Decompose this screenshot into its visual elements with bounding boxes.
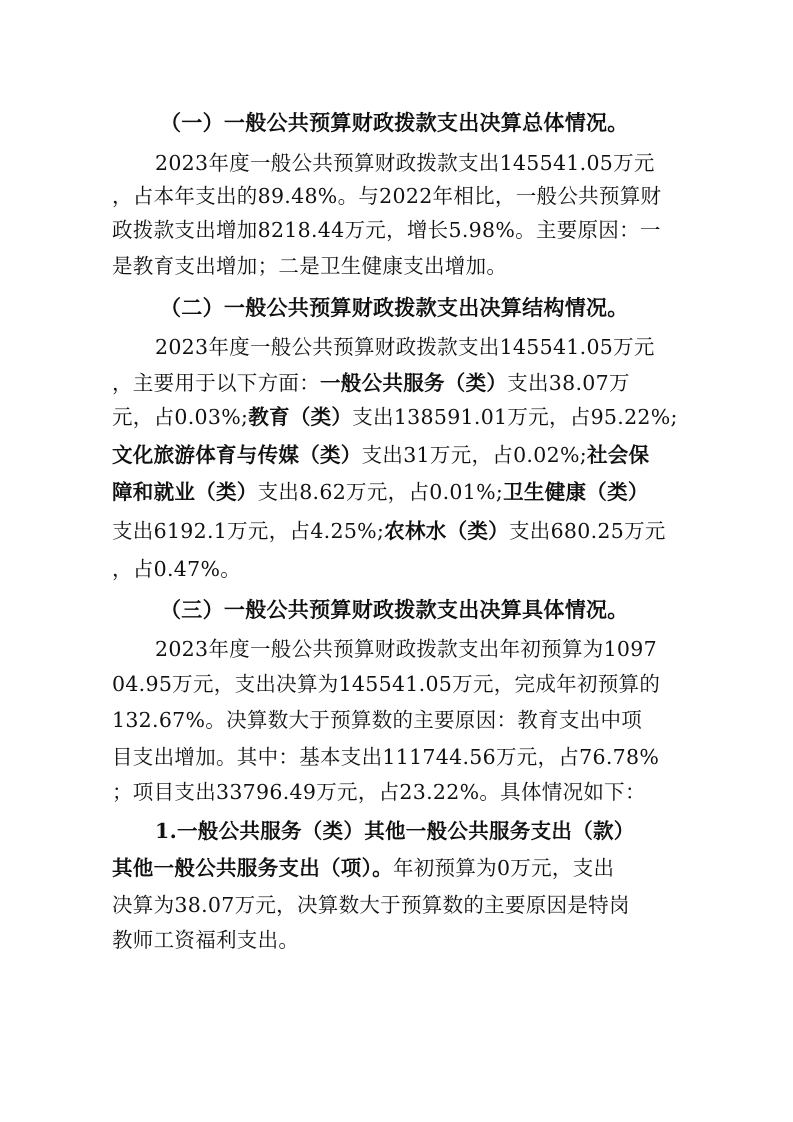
section2-heading: （二）一般公共预算财政拨款支出决算结构情况。 xyxy=(160,295,629,320)
section1-text-line: ，占本年支出的89.48%。与2022年相比，一般公共预算财 xyxy=(112,184,662,208)
section2-text-line: 2023年度一般公共预算财政拨款支出145541.05万元 xyxy=(155,335,655,359)
section3-text-line: 04.95万元，支出决算为145541.05万元，完成年初预算的 xyxy=(112,672,661,696)
text-span: ，主要用于以下方面： xyxy=(112,371,320,395)
section2-text-line xyxy=(112,438,772,472)
section2-text-line xyxy=(112,366,772,400)
section2-text-line xyxy=(112,400,772,434)
text-span: 年初预算为0万元，支出 xyxy=(392,856,615,880)
text-span: 支出6192.1万元，占4.25%; xyxy=(112,519,385,543)
section3-heading: （三）一般公共预算财政拨款支出决算具体情况。 xyxy=(160,597,629,622)
section1-text-line: 2023年度一般公共预算财政拨款支出145541.05万元 xyxy=(155,151,655,175)
item1-text-line: 决算为38.07万元，决算数大于预算数的主要原因是特岗 xyxy=(112,893,630,917)
section3-text-line: 132.67%。决算数大于预算数的主要原因：教育支出中项 xyxy=(112,708,643,732)
text-span: 支出680.25万元 xyxy=(508,519,666,543)
item1-title: 1.一般公共服务（类）其他一般公共服务支出（款） xyxy=(155,819,635,843)
item1-subtitle: 其他一般公共服务支出（项）。 xyxy=(112,856,393,880)
section2-text-line xyxy=(112,475,772,509)
text-span: 支出31万元，占0.02%; xyxy=(361,443,587,467)
section2-text-line xyxy=(112,514,772,548)
section1-text-line: 是教育支出增加；二是卫生健康支出增加。 xyxy=(112,254,508,278)
item1-text-line: 教师工资福利支出。 xyxy=(112,928,300,952)
text-span: 支出8.62万元，占0.01%; xyxy=(257,480,504,504)
category-general-public-services: 一般公共服务（类） xyxy=(320,371,508,395)
text-span: 支出138591.01万元，占95.22%; xyxy=(352,405,678,429)
item1-text-line xyxy=(112,851,772,885)
text-span: 支出38.07万 xyxy=(507,371,630,395)
section3-text-line: 目支出增加。其中：基本支出111744.56万元，占76.78% xyxy=(112,745,660,769)
category-health: 卫生健康（类） xyxy=(503,480,649,504)
section2-text-line: ，占0.47%。 xyxy=(112,557,242,581)
section3-text-line: ；项目支出33796.49万元，占23.22%。具体情况如下： xyxy=(112,780,646,804)
category-agriculture-forestry-water: 农林水（类） xyxy=(384,519,509,543)
category-social-security-part2: 障和就业（类） xyxy=(112,480,258,504)
text-span: 元，占0.03%; xyxy=(112,405,249,429)
section3-text-line: 2023年度一般公共预算财政拨款支出年初预算为1097 xyxy=(155,637,657,661)
category-social-security-part1: 社会保 xyxy=(586,443,650,467)
category-education: 教育（类） xyxy=(248,405,353,429)
section1-text-line: 政拨款支出增加8218.44万元，增长5.98%。主要原因：一 xyxy=(112,218,661,242)
category-culture-tourism-sports-media: 文化旅游体育与传媒（类） xyxy=(112,443,362,467)
section1-heading: （一）一般公共预算财政拨款支出决算总体情况。 xyxy=(160,110,629,135)
